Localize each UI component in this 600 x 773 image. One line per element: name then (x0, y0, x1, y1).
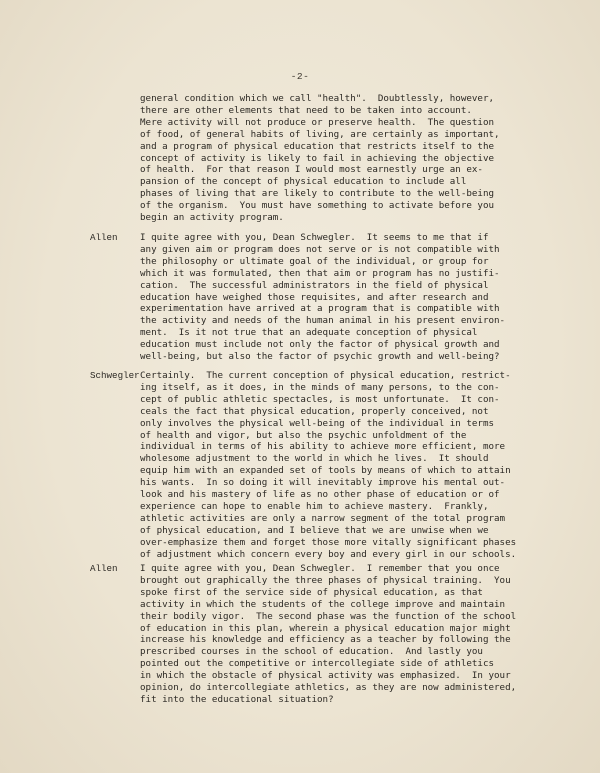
text-line: only involves the physical well-being of the individual in terms (140, 417, 495, 429)
text-line: prescribed courses in the school of education. And lastly you (140, 646, 483, 658)
text-line: of adjustment which concern every boy and every girl in our schools. (140, 548, 517, 560)
dialogue-paragraph (140, 370, 516, 561)
speaker-name: Allen (90, 563, 118, 574)
text-line: activity in which the students of the college improve and maintain (140, 598, 506, 610)
text-line: cept of public athletic spectacles, is most unfortunate. It con- (140, 393, 500, 405)
text-line: concept of activity is likely to fail in achieving the objective (140, 152, 495, 164)
text-line: individual in terms of his ability to achieve more efficient, more (140, 441, 506, 453)
speaker-name: Allen (90, 232, 118, 243)
text-line: of food, of general habits of living, are certainly as important, (140, 128, 500, 140)
text-line: ment. Is it not true that an adequate conception of physical (140, 327, 478, 339)
text-line: well-being, but also the factor of psychic growth and well-being? (140, 351, 500, 363)
text-line: the activity and needs of the human animal in his present environ- (140, 315, 506, 327)
text-line: increase his knowledge and efficiency as a teacher by following the (140, 634, 511, 646)
text-line: athletic activities are only a narrow segment of the total program (140, 512, 506, 524)
text-line: spoke first of the service side of physical education, as that (140, 586, 483, 598)
dialogue-paragraph (140, 232, 505, 363)
text-line: Certainly. The current conception of physical education, restrict- (140, 370, 511, 381)
text-line: education must include not only the factor of physical growth and (140, 339, 500, 351)
page-number: -2- (290, 71, 310, 82)
text-line: I quite agree with you, Dean Schwegler. It seems to me that if (140, 232, 489, 243)
text-line: I quite agree with you, Dean Schwegler. I remember that you once (140, 563, 500, 574)
text-line: of education in this plan, wherein a physical education major might (140, 622, 511, 634)
text-line: in which the obstacle of physical activity was emphasized. In your (140, 670, 511, 682)
text-line: there are other elements that need to be taken into account. (140, 104, 472, 116)
text-line: the philosophy or ultimate goal of the individual, or group for (140, 255, 489, 267)
text-line: cation. The successful administrators in the field of physical (140, 279, 489, 291)
text-line: phases of living that are likely to contribute to the well-being (140, 188, 495, 200)
text-line: pansion of the concept of physical education to include all (140, 176, 467, 188)
speaker-name: Schwegler (90, 370, 140, 381)
text-line: Mere activity will not produce or preserve health. The question (140, 116, 495, 128)
text-line: general condition which we call "health". Doubtlessly, however, (140, 93, 495, 104)
text-line: fit into the educational situation? (140, 693, 334, 705)
text-line: pointed out the competitive or intercollegiate side of athletics (140, 658, 495, 670)
text-line: his wants. In so doing it will inevitably improve his mental out- (140, 477, 506, 489)
text-line: their bodily vigor. The second phase was the function of the school (140, 610, 517, 622)
text-line: experience can hope to enable him to achieve mastery. Frankly, (140, 500, 489, 512)
text-line: experimentation have arrived at a program that is compatible with (140, 303, 500, 315)
text-line: of health and vigor, but also the psychic unfoldment of the (140, 429, 467, 441)
text-line: equip him with an expanded set of tools by means of which to attain (140, 465, 511, 477)
dialogue-paragraph (140, 563, 516, 706)
text-line: which it was formulated, then that aim or program has no justifi- (140, 267, 500, 279)
text-line: brought out graphically the three phases of physical training. You (140, 574, 511, 586)
text-line: opinion, do intercollegiate athletics, as they are now administered, (140, 682, 517, 694)
text-line: ing itself, as it does, in the minds of many persons, to the con- (140, 381, 500, 393)
text-line: of physical education, and I believe that we are unwise when we (140, 524, 489, 536)
text-line: any given aim or program does not serve or is not compatible with (140, 243, 500, 255)
text-line: begin an activity program. (140, 212, 284, 224)
text-line: ceals the fact that physical education, properly conceived, not (140, 405, 489, 417)
text-line: look and his mastery of life as no other phase of education or of (140, 489, 500, 501)
text-line: of health. For that reason I would most earnestly urge an ex- (140, 164, 483, 176)
intro-paragraph (140, 93, 500, 224)
text-line: of the organism. You must have something to activate before you (140, 200, 495, 212)
text-line: wholesome adjustment to the world in which he lives. It should (140, 453, 489, 465)
text-line: and a program of physical education that restricts itself to the (140, 140, 495, 152)
text-line: over-emphasize them and forget those more vitally significant phases (140, 536, 517, 548)
text-line: education have weighed those requisites, and after research and (140, 291, 489, 303)
